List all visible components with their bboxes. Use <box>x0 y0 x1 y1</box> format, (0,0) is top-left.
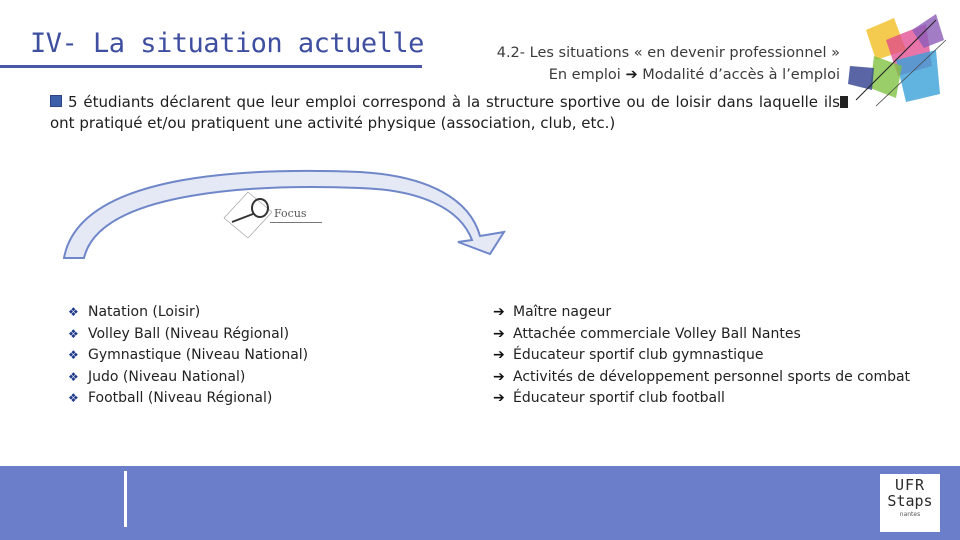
job-text: Éducateur sportif club football <box>513 390 725 407</box>
list-item <box>493 367 910 389</box>
right-arrow-icon: ➔ <box>493 304 505 320</box>
job-text: Attachée commerciale Volley Ball Nantes <box>513 325 801 342</box>
diamond-flower-icon: ❖ <box>68 326 79 341</box>
diamond-flower-icon: ❖ <box>68 348 79 363</box>
magnifier-icon <box>222 190 274 240</box>
list-item <box>493 345 910 367</box>
job-text: Activités de développement personnel sports de combat <box>513 368 911 385</box>
job-text: Maître nageur <box>513 304 612 320</box>
curved-arrow-icon <box>60 150 520 260</box>
activity-text: Natation (Loisir) <box>88 304 201 320</box>
logo-line-1: UFR <box>894 476 926 494</box>
section-subtitle <box>440 42 840 86</box>
right-arrow-icon: ➔ <box>493 368 505 385</box>
intro-text: 5 étudiants déclarent que leur emploi correspond à la structure sportive ou de loisir dans laquelle ils ont pratiqué et/ou pratiquent une activité physique (association, club, etc.) <box>50 93 840 132</box>
activity-text: Gymnastique (Niveau National) <box>88 347 309 364</box>
title-underline <box>0 65 422 68</box>
subtitle-line-1: 4.2- Les situations « en devenir professionnel » <box>496 45 840 61</box>
list-item <box>493 302 910 324</box>
focus-underline <box>270 222 322 223</box>
job-text: Éducateur sportif club gymnastique <box>513 347 764 364</box>
page-title: IV- La situation actuelle <box>30 28 424 59</box>
focus-label: Focus <box>274 207 307 220</box>
logo-line-2: Staps <box>887 492 933 510</box>
diamond-flower-icon: ❖ <box>68 369 79 384</box>
right-arrow-icon: ➔ <box>493 325 505 342</box>
list-item <box>68 345 308 367</box>
subtitle-line-2 <box>440 64 840 86</box>
activities-list <box>68 302 308 410</box>
right-arrow-icon: ➔ <box>493 347 505 364</box>
list-item <box>68 302 308 324</box>
subtitle-right: Modalité d’accès à l’emploi <box>642 67 840 83</box>
square-checkbox-icon <box>50 95 62 107</box>
activity-text: Volley Ball (Niveau Régional) <box>88 325 290 342</box>
intro-paragraph <box>50 92 840 134</box>
right-arrow-icon: ➔ <box>625 67 638 83</box>
list-item <box>493 388 910 410</box>
subtitle-left: En emploi <box>548 67 621 83</box>
decorative-graphic-icon <box>836 10 948 110</box>
footer-band <box>0 466 960 540</box>
jobs-list <box>493 302 910 410</box>
ufr-staps-logo <box>880 474 940 532</box>
diamond-flower-icon: ❖ <box>68 391 79 406</box>
right-arrow-icon: ➔ <box>493 390 505 407</box>
footer-divider <box>124 471 127 527</box>
activity-text: Football (Niveau Régional) <box>88 390 273 407</box>
list-item <box>493 324 910 346</box>
list-item <box>68 367 308 389</box>
logo-line-3: nantes <box>899 511 921 518</box>
list-item <box>68 324 308 346</box>
activity-text: Judo (Niveau National) <box>88 368 246 385</box>
list-item <box>68 388 308 410</box>
diamond-flower-icon: ❖ <box>68 305 79 319</box>
